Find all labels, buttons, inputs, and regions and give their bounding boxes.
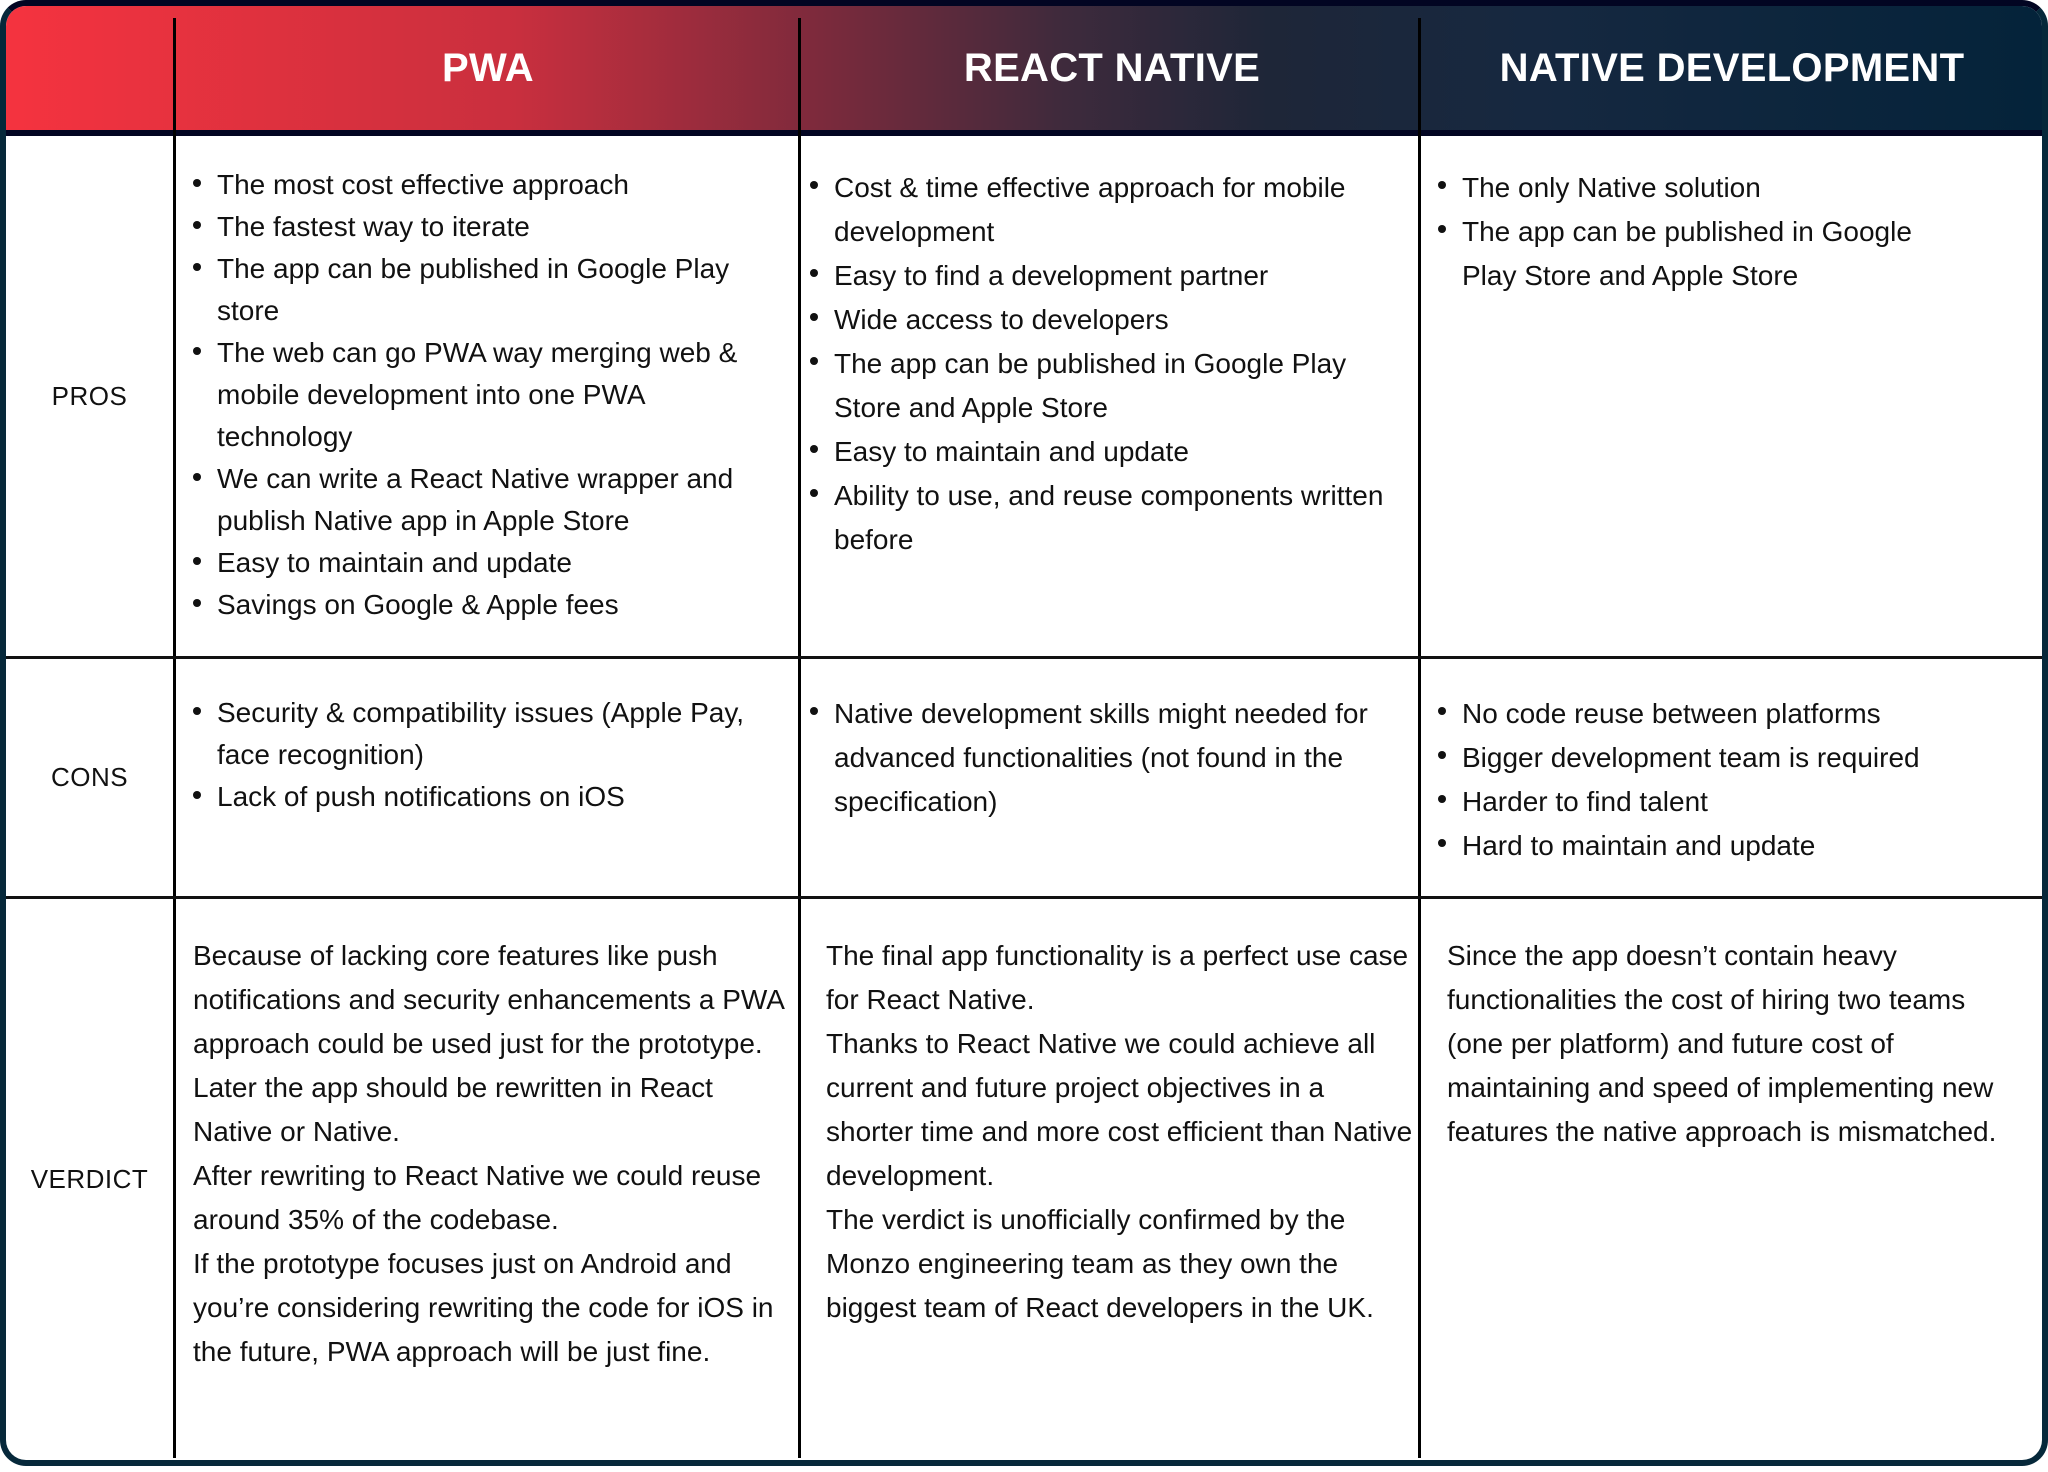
list-item: Easy to maintain and update: [217, 542, 783, 584]
pros-react-native-list: [802, 166, 1406, 562]
list-item: Hard to maintain and update: [1462, 824, 1982, 868]
list-item: The app can be published in Google Play store: [217, 248, 783, 332]
cons-native-cell: [1422, 692, 2012, 868]
row-divider: [6, 896, 2042, 899]
cons-pwa-list: [177, 692, 783, 818]
verdict-paragraph: If the prototype focuses just on Android and you’re considering rewriting the code for iOS in the future, PWA approach will be just fine.: [193, 1248, 774, 1367]
list-item: The fastest way to iterate: [217, 206, 783, 248]
table-header: [6, 6, 2042, 136]
list-item: Easy to maintain and update: [834, 430, 1406, 474]
column-divider: [173, 18, 176, 1458]
pros-native-list: [1422, 166, 1972, 298]
pros-pwa-cell: [177, 164, 797, 626]
verdict-native-cell: [1447, 934, 2027, 1154]
list-item: Cost & time effective approach for mobile development: [834, 166, 1406, 254]
verdict-paragraph: The verdict is unofficially confirmed by the Monzo engineering team as they own the biggest team of React developers in the UK.: [826, 1204, 1374, 1323]
header-react-native: REACT NATIVE: [963, 45, 1261, 90]
column-divider: [1418, 18, 1421, 1458]
pros-native-cell: [1422, 166, 2012, 298]
cons-native-list: [1422, 692, 1982, 868]
header-pwa: PWA: [441, 45, 534, 90]
row-divider: [6, 656, 2042, 659]
cons-react-native-cell: [802, 692, 1418, 824]
header-native: NATIVE DEVELOPMENT: [1499, 45, 1965, 90]
list-item: Easy to find a development partner: [834, 254, 1406, 298]
cons-pwa-cell: [177, 692, 797, 818]
verdict-paragraph: Because of lacking core features like push notifications and security enhancements a PWA approach could be used just for the prototype. Later the app should be rewritten in React Native or Native.: [193, 940, 784, 1147]
list-item: The app can be published in Google Play Store and Apple Store: [834, 342, 1406, 430]
list-item: Wide access to developers: [834, 298, 1406, 342]
cons-react-native-list: [802, 692, 1406, 824]
list-item: Savings on Google & Apple fees: [217, 584, 783, 626]
list-item: The most cost effective approach: [217, 164, 783, 206]
list-item: Security & compatibility issues (Apple Pay, face recognition): [217, 692, 783, 776]
verdict-paragraph: Since the app doesn’t contain heavy functionalities the cost of hiring two teams (one per platform) and future cost of maintaining and speed of implementing new features the native approach is mismatched.: [1447, 940, 1997, 1147]
pros-react-native-cell: [802, 166, 1418, 562]
row-label-verdict: VERDICT: [30, 1163, 149, 1194]
column-divider: [798, 18, 801, 1458]
list-item: The app can be published in Google Play Store and Apple Store: [1462, 210, 1972, 298]
list-item: Harder to find talent: [1462, 780, 1982, 824]
verdict-paragraph: Thanks to React Native we could achieve all current and future project objectives in a shorter time and more cost efficient than Native development.: [826, 1028, 1413, 1191]
verdict-react-native-cell: [826, 934, 1418, 1330]
row-label-pros: PROS: [51, 380, 128, 411]
list-item: We can write a React Native wrapper and publish Native app in Apple Store: [217, 458, 783, 542]
verdict-paragraph: After rewriting to React Native we could reuse around 35% of the codebase.: [193, 1160, 762, 1235]
list-item: Native development skills might needed for advanced functionalities (not found in the specification): [834, 692, 1406, 824]
list-item: Bigger development team is required: [1462, 736, 1982, 780]
list-item: Lack of push notifications on iOS: [217, 776, 783, 818]
pros-pwa-list: [177, 164, 783, 626]
list-item: The web can go PWA way merging web & mobile development into one PWA technology: [217, 332, 783, 458]
list-item: No code reuse between platforms: [1462, 692, 1982, 736]
verdict-pwa-cell: [193, 934, 793, 1374]
row-label-cons: CONS: [50, 762, 129, 792]
list-item: Ability to use, and reuse components written before: [834, 474, 1406, 562]
verdict-paragraph: The final app functionality is a perfect use case for React Native.: [826, 940, 1409, 1015]
list-item: The only Native solution: [1462, 166, 1972, 210]
